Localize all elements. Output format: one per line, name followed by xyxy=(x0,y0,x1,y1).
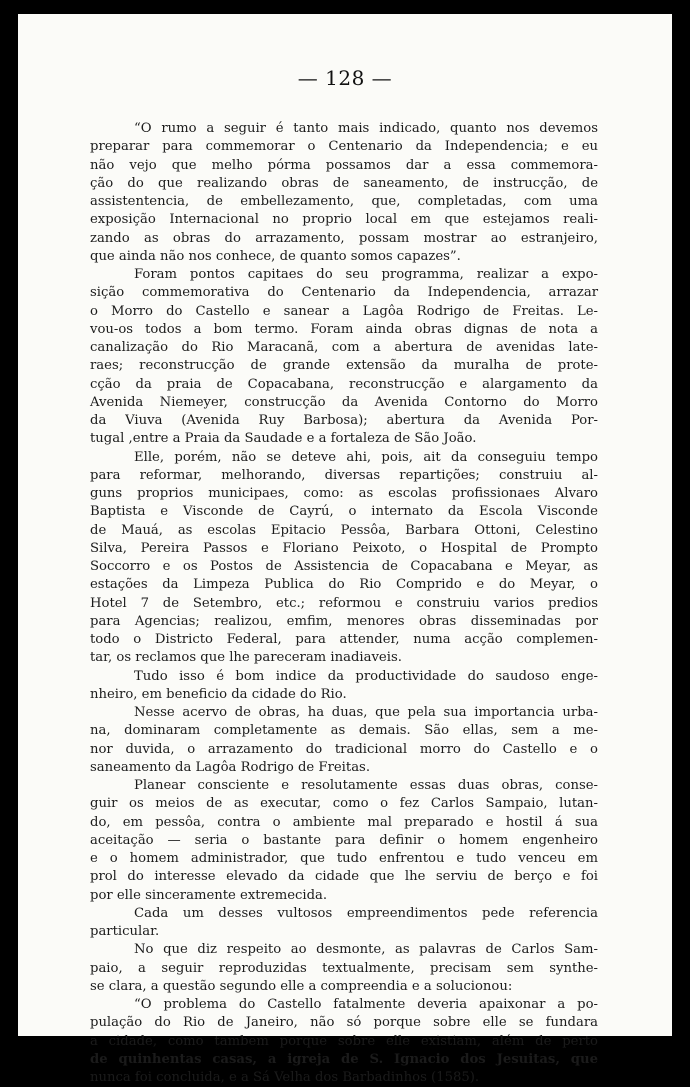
text-line: na, dominaram completamente as demais. São ellas, sem a me- xyxy=(90,723,598,739)
text-line: de quinhentas casas, a igreja de S. Ignacio dos Jesuitas, que xyxy=(90,1051,598,1067)
text-line: todo o Districto Federal, para attender, numa acção complemen- xyxy=(90,632,598,647)
text-line: Nesse acervo de obras, ha duas, que pela sua importancia urba- xyxy=(134,705,598,720)
text-line: Foram pontos capitaes do seu programma, realizar a expo- xyxy=(134,267,598,282)
text-line: Planear consciente e resolutamente essas duas obras, conse- xyxy=(134,778,598,793)
text-line: Cada um desses vultosos empreendimentos pede referencia xyxy=(134,905,598,921)
paragraph-3 xyxy=(90,449,598,668)
text-line: tugal ,entre a Praia da Saudade e a fortaleza de São João. xyxy=(90,431,477,447)
text-line: saneamento da Lagôa Rodrigo de Freitas. xyxy=(90,759,371,775)
text-line: particular. xyxy=(90,924,160,939)
text-line: guns proprios municipaes, como: as escolas profissionaes Alvaro xyxy=(90,486,598,501)
paragraph-5 xyxy=(90,704,598,777)
book-page xyxy=(18,14,672,1085)
text-line: assistentencia, de embellezamento, que, completadas, com uma xyxy=(90,194,598,209)
text-line: do, em pessôa, contra o ambiente mal preparado e hostil á sua xyxy=(90,814,598,830)
text-line: para reformar, melhorando, diversas repartições; construiu al- xyxy=(90,467,598,483)
paragraph-6 xyxy=(90,777,598,905)
text-line: da Viuva (Avenida Ruy Barbosa); abertura da Avenida Por- xyxy=(90,413,598,428)
text-line: Tudo isso é bom indice da productividade do saudoso enge- xyxy=(134,668,598,684)
text-line: exposição Internacional no proprio local em que estejamos reali- xyxy=(90,212,598,228)
text-line: se clara, a questão segundo elle a compreendia e a solucionou: xyxy=(90,978,513,994)
text-line: prol do interesse elevado da cidade que lhe serviu de berço e foi xyxy=(90,869,598,885)
text-line: não vejo que melho pórma possamos dar a essa commemora- xyxy=(90,157,598,173)
text-line: sição commemorativa do Centenario da Independencia, arrazar xyxy=(90,285,598,301)
text-line: “O rumo a seguir é tanto mais indicado, quanto nos devemos xyxy=(134,121,598,136)
text-line: ção do que realizando obras de saneamento, de instrucção, de xyxy=(90,175,598,191)
text-line: de Mauá, as escolas Epitacio Pessôa, Barbara Ottoni, Celestino xyxy=(90,522,598,538)
text-line: para Agencias; realizou, emfim, menores obras disseminadas por xyxy=(90,613,598,629)
text-line: Baptista e Visconde de Cayrú, o internato da Escola Visconde xyxy=(90,504,598,520)
text-line: que ainda não nos conhece, de quanto somos capazes”. xyxy=(90,248,461,264)
text-line: Silva, Pereira Passos e Floriano Peixoto, o Hospital de Prompto xyxy=(90,540,598,556)
paragraph-9 xyxy=(90,996,598,1087)
text-line: pulação do Rio de Janeiro, não só porque sobre elle se fundara xyxy=(90,1015,598,1031)
text-line: por elle sinceramente extremecida. xyxy=(90,887,328,903)
text-line: canalização do Rio Maracanã, com a abertura de avenidas late- xyxy=(90,340,598,355)
paragraph-1 xyxy=(90,120,598,266)
paragraph-2 xyxy=(90,266,598,449)
text-line: raes; reconstrucção de grande extensão da muralha de prote- xyxy=(90,358,598,374)
page-number: — 128 — xyxy=(297,66,393,90)
text-line: aceitação — seria o bastante para definir o homem engenheiro xyxy=(90,832,598,848)
text-line: nunca foi concluida, e a Sá Velha dos Barbadinhos (1585). xyxy=(90,1070,480,1085)
text-line: Avenida Niemeyer, construcção da Avenida Contorno do Morro xyxy=(90,394,598,410)
paragraph-7 xyxy=(90,905,598,942)
text-line: Elle, porém, não se deteve ahi, pois, ait da conseguiu tempo xyxy=(134,449,598,465)
paragraph-8 xyxy=(90,941,598,996)
text-line: e o homem administrador, que tudo enfrentou e tudo venceu em xyxy=(90,851,598,866)
text-line: paio, a seguir reproduzidas textualmente, precisam sem synthe- xyxy=(90,960,598,976)
text-line: zando as obras do arrazamento, possam mostrar ao estranjeiro, xyxy=(90,230,598,246)
text-line: o Morro do Castello e sanear a Lagôa Rodrigo de Freitas. Le- xyxy=(90,303,598,319)
text-line: estações da Limpeza Publica do Rio Comprido e do Meyar, o xyxy=(90,577,598,593)
body-text xyxy=(90,120,598,1087)
text-line: vou-os todos a bom termo. Foram ainda obras dignas de nota a xyxy=(90,321,598,337)
text-line: preparar para commemorar o Centenario da Independencia; e eu xyxy=(90,139,598,155)
text-line: nheiro, em beneficio da cidade do Rio. xyxy=(90,686,347,702)
text-line: “O problema do Castello fatalmente deveria apaixonar a po- xyxy=(134,997,598,1012)
text-line: nor duvida, o arrazamento do tradicional morro do Castello e o xyxy=(90,741,598,757)
text-line: Hotel 7 de Setembro, etc.; reformou e construiu varios predios xyxy=(90,595,598,611)
text-line: a cidade, como tambem porque sobre elle existiam, além de perto xyxy=(90,1033,598,1049)
text-line: Soccorro e os Postos de Assistencia de Copacabana e Meyar, as xyxy=(90,559,598,574)
text-line: tar, os reclamos que lhe pareceram inadiaveis. xyxy=(90,650,402,666)
text-line: No que diz respeito ao desmonte, as palavras de Carlos Sam- xyxy=(134,942,598,958)
text-line: cção da praia de Copacabana, reconstrucção e alargamento da xyxy=(90,376,598,392)
paragraph-4 xyxy=(90,668,598,705)
text-line: guir os meios de as executar, como o fez Carlos Sampaio, lutan- xyxy=(90,796,598,812)
